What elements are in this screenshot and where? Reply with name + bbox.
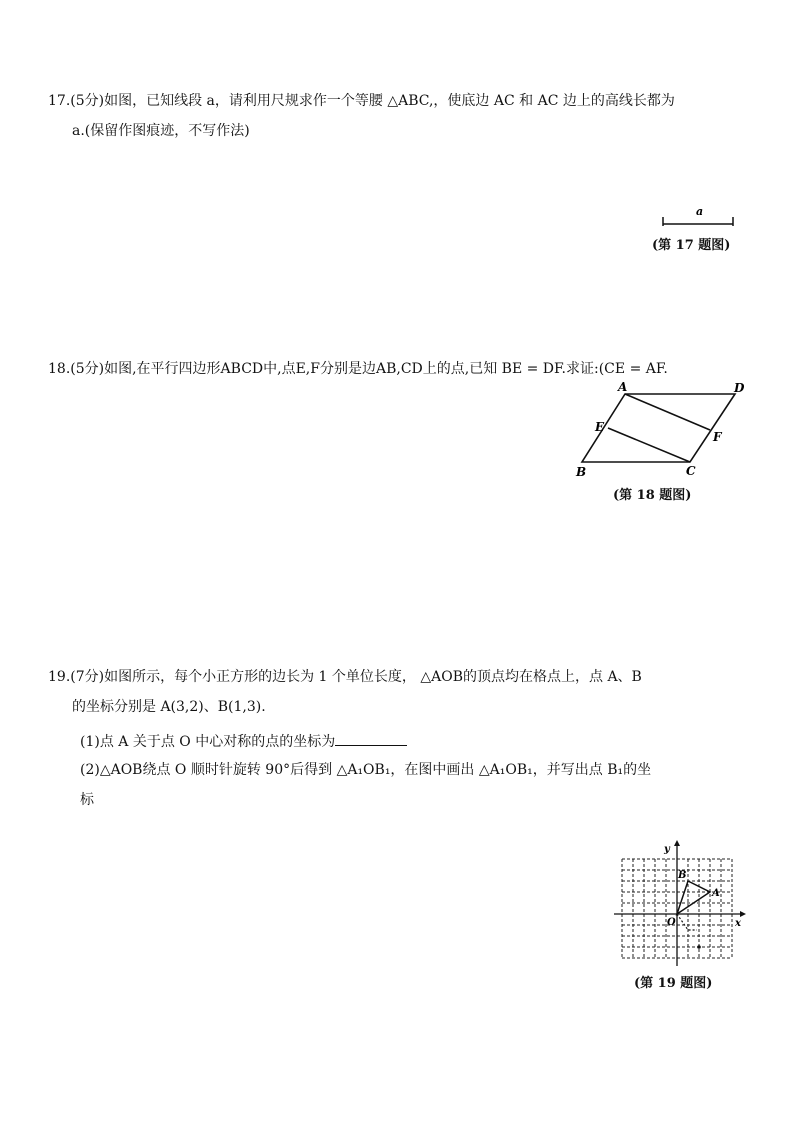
q17-line1: 17.(5分)如图，已知线段 a，请利用尺规求作一个等腰 △ABC,，使底边 AC 和 AC 边上的高线长都为	[48, 93, 675, 109]
q19-line2: 的坐标分别是 A(3,2)、B(1,3).	[72, 699, 266, 715]
q18-label-D: D	[734, 381, 745, 395]
q18-label-E: E	[595, 420, 605, 434]
q19-part2: (2)△AOB绕点 O 顺时针旋转 90°后得到 △A₁OB₁，在图中画出 △A₁OB₁，并写出点 B₁的坐	[80, 762, 652, 778]
q18-label-A: A	[618, 380, 628, 394]
q17-segment-figure	[655, 200, 745, 232]
q19-part1	[80, 731, 407, 751]
q17-caption: (第 17 题图)	[652, 238, 731, 253]
q19-answer-blank[interactable]	[335, 731, 407, 746]
q19-caption: (第 19 题图)	[634, 976, 713, 991]
q18-label-C: C	[686, 464, 696, 478]
q19-line1: 19.(7分)如图所示，每个小正方形的边长为 1 个单位长度， △AOB的顶点均在格点上，点 A、B	[48, 669, 642, 685]
q18-line1: 18.(5分)如图,在平行四边形ABCD中,点E,F分别是边AB,CD上的点,已知 BE = DF.求证:(CE = AF.	[48, 361, 668, 377]
q17-seg-label: a	[696, 205, 704, 218]
q19-label-O: O	[667, 917, 676, 928]
q18-label-F: F	[713, 430, 722, 444]
q18-label-B: B	[576, 465, 587, 479]
q19-label-A: A	[712, 888, 720, 899]
q19-label-B: B	[678, 870, 687, 881]
q18-caption: (第 18 题图)	[613, 488, 692, 503]
q19-part1-text: (1)点 A 关于点 O 中心对称的点的坐标为	[80, 734, 336, 750]
q19-part2b: 标	[80, 792, 94, 808]
q18-parallelogram-figure	[570, 380, 750, 480]
q19-label-y: y	[664, 844, 670, 855]
q17-line2: a.(保留作图痕迹，不写作法)	[72, 123, 250, 139]
q19-label-x: x	[735, 918, 741, 929]
q19-grid-figure	[612, 838, 747, 973]
